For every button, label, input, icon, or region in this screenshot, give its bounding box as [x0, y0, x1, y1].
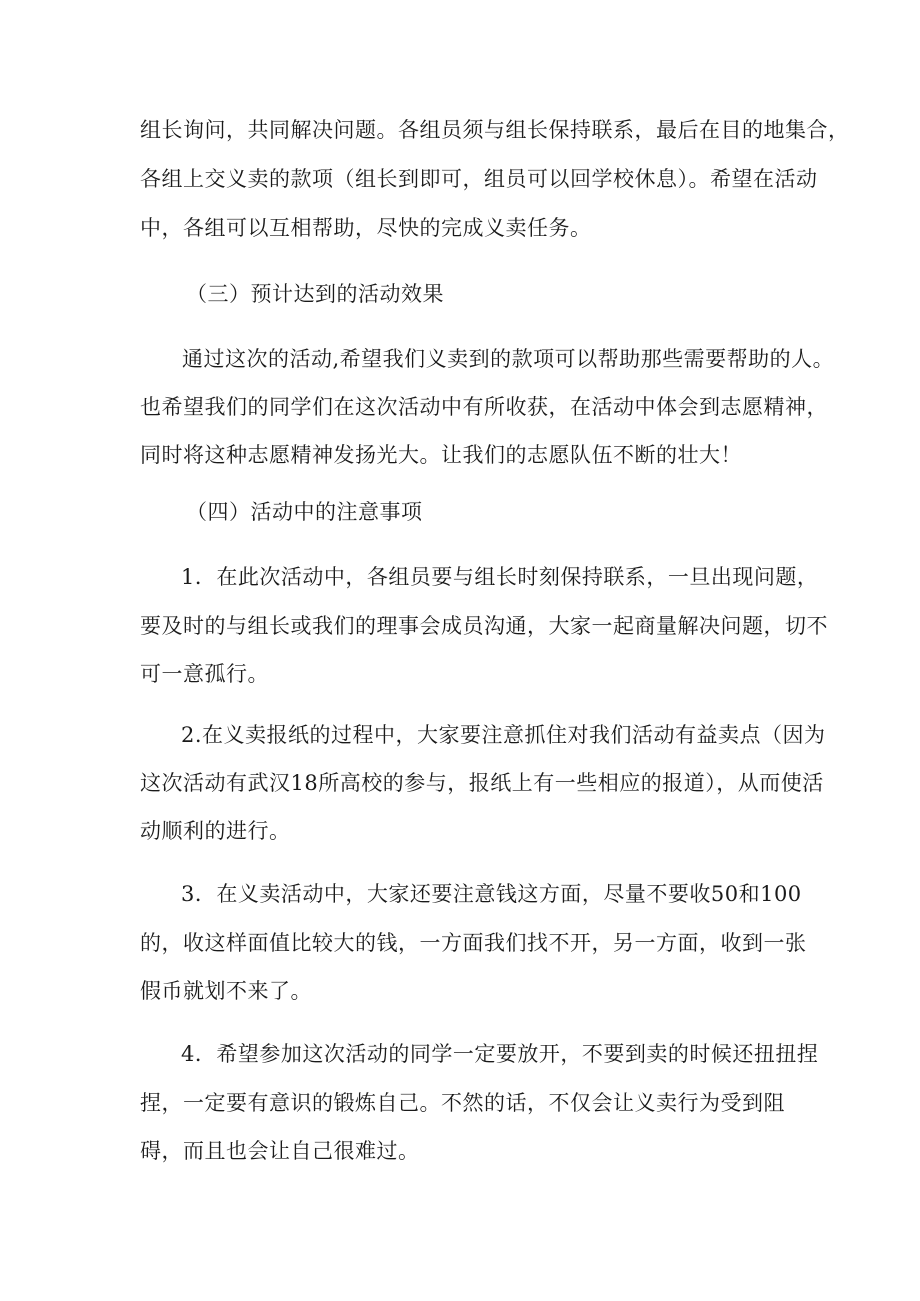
list-item-line: 要及时的与组长或我们的理事会成员沟通，大家一起商量解决问题，切不	[140, 614, 828, 638]
list-item-line: 的，收这样面值比较大的钱，一方面我们找不开，另一方面，收到一张	[140, 931, 807, 955]
list-item-line: 碍，而且也会让自己很难过。	[140, 1139, 420, 1163]
paragraph-line: 也希望我们的同学们在这次活动中有所收获，在活动中体会到志愿精神，	[140, 395, 828, 419]
paragraph-line: 通过这次的活动,希望我们义卖到的款项可以帮助那些需要帮助的人。	[182, 347, 835, 371]
paragraph-line: 组长询问，共同解决问题。各组员须与组长保持联系，最后在目的地集合，	[140, 118, 850, 142]
list-item-line: 2.在义卖报纸的过程中，大家要注意抓住对我们活动有益卖点（因为	[181, 723, 826, 747]
list-item-line: 可一意孤行。	[140, 662, 269, 686]
paragraph-line: 各组上交义卖的款项（组长到即可，组员可以回学校休息）。希望在活动	[140, 167, 818, 191]
section-heading: （三）预计达到的活动效果	[186, 282, 444, 306]
list-item-line: 3．在义卖活动中，大家还要注意钱这方面，尽量不要收50和100	[181, 882, 802, 906]
list-item-line: 4．希望参加这次活动的同学一定要放开，不要到卖的时候还扭扭捏	[181, 1042, 819, 1066]
paragraph-line: 同时将这种志愿精神发扬光大。让我们的志愿队伍不断的壮大！	[140, 443, 742, 467]
list-item-line: 捏，一定要有意识的锻炼自己。不然的话，不仅会让义卖行为受到阻	[140, 1091, 785, 1115]
paragraph-line: 中，各组可以互相帮助，尽快的完成义卖任务。	[140, 216, 592, 240]
section-heading: （四）活动中的注意事项	[186, 500, 423, 524]
list-item-line: 假币就划不来了。	[140, 979, 312, 1003]
list-item-line: 这次活动有武汉18所高校的参与，报纸上有一些相应的报道），从而使活	[140, 771, 824, 795]
list-item-line: 动顺利的进行。	[140, 819, 291, 843]
list-item-line: 1．在此次活动中，各组员要与组长时刻保持联系，一旦出现问题，	[181, 565, 819, 589]
